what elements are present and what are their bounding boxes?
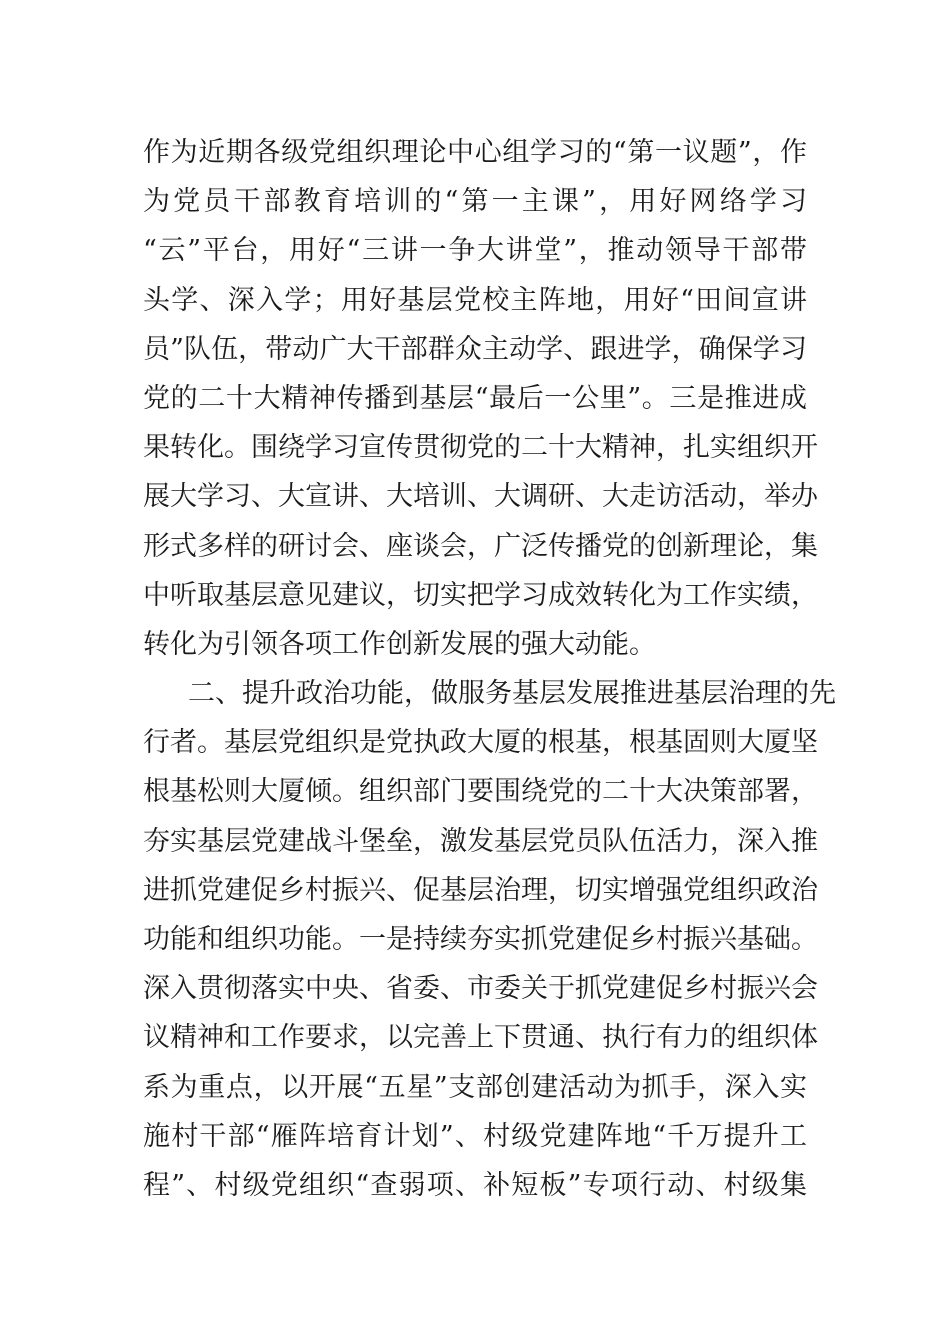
text-line: 根基松则大厦倾。组织部门要围绕党的二十大决策部署， xyxy=(143,776,818,808)
text-line: “云”平台，用好“三讲一争大讲堂”，推动领导干部带 xyxy=(143,235,807,267)
text-line: 进抓党建促乡村振兴、促基层治理，切实增强党组织政治 xyxy=(143,874,818,906)
text-line: 施村干部“雁阵培育计划”、村级党建阵地“千万提升工 xyxy=(143,1120,807,1152)
text-line: 议精神和工作要求，以完善上下贯通、执行有力的组织体 xyxy=(143,1022,818,1054)
body-text xyxy=(143,128,836,1210)
section-heading-line: 二、提升政治功能，做服务基层发展推进基层治理的先 xyxy=(188,678,836,710)
text-line: 夯实基层党建战斗堡垒，激发基层党员队伍活力，深入推 xyxy=(143,825,818,857)
text-line: 行者。基层党组织是党执政大厦的根基，根基固则大厦坚 xyxy=(143,727,818,759)
text-line: 功能和组织功能。一是持续夯实抓党建促乡村振兴基础。 xyxy=(143,924,818,955)
text-line: 程”、村级党组织“查弱项、补短板”专项行动、村级集 xyxy=(143,1169,807,1201)
text-line: 果转化。围绕学习宣传贯彻党的二十大精神，扎实组织开 xyxy=(143,432,818,464)
text-line: 为党员干部教育培训的“第一主课”，用好网络学习 xyxy=(143,186,807,218)
text-line: 展大学习、大宣讲、大培训、大调研、大走访活动，举办 xyxy=(143,481,818,513)
text-line: 形式多样的研讨会、座谈会，广泛传播党的创新理论，集 xyxy=(143,530,818,562)
text-line: 作为近期各级党组织理论中心组学习的“第一议题”，作 xyxy=(143,137,807,168)
text-line: 深入贯彻落实中央、省委、市委关于抓党建促乡村振兴会 xyxy=(143,973,818,1005)
text-line: 员”队伍，带动广大干部群众主动学、跟进学，确保学习 xyxy=(143,333,807,365)
text-line: 中听取基层意见建议，切实把学习成效转化为工作实绩， xyxy=(143,579,818,611)
text-line: 系为重点，以开展“五星”支部创建活动为抓手，深入实 xyxy=(143,1071,807,1103)
text-line-paragraph-end: 转化为引领各项工作创新发展的强大动能。 xyxy=(143,628,656,660)
text-line: 头学、深入学；用好基层党校主阵地，用好“田间宣讲 xyxy=(143,284,807,316)
text-line: 党的二十大精神传播到基层“最后一公里”。三是推进成 xyxy=(143,382,807,414)
